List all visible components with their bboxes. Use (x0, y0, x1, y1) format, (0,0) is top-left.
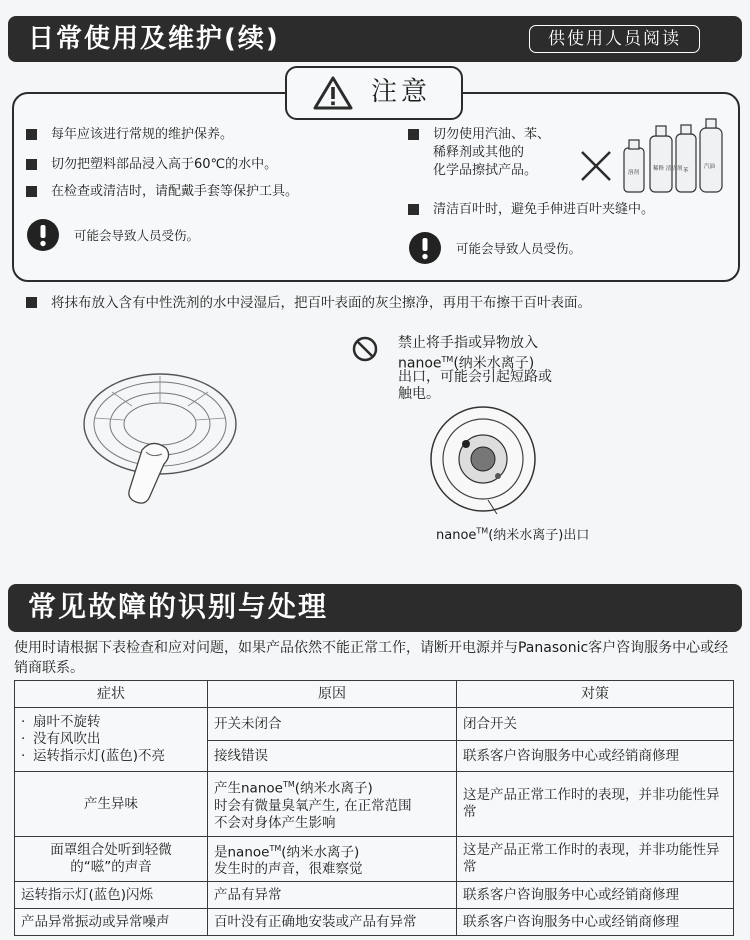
bullet-square (26, 129, 37, 140)
table-row (15, 909, 734, 936)
prohibited-cross-icon (582, 152, 610, 180)
caution-item (408, 201, 654, 219)
caution-item (26, 183, 298, 201)
symptom-cell (15, 708, 208, 772)
solution-cell: 这是产品正常工作时的表现，并非功能性异常 (457, 837, 734, 882)
bullet-square (26, 297, 37, 308)
cause-cell: 接线错误 (208, 741, 457, 772)
prohibition-text: 禁止将手指或异物放入 (398, 335, 538, 351)
solution-cell: 这是产品正常工作时的表现，并非功能性异常 (457, 772, 734, 837)
table-row (15, 837, 734, 882)
caution-item (26, 156, 277, 174)
chemical-bottles-illustration (576, 118, 726, 196)
bullet-square (408, 129, 419, 140)
caution-item-text: 每年应该进行常规的维护保养。 (51, 127, 234, 142)
warning-text: 可能会导致人员受伤。 (456, 241, 582, 256)
ceiling-fan-cleaning-illustration (80, 368, 260, 528)
caution-item-text: 清洁百叶时，避免手伸进百叶夹缝中。 (433, 202, 655, 217)
section-header-maintenance (8, 16, 742, 62)
section-header-troubleshooting (8, 584, 742, 632)
prohibition-text: 出口，可能会引起短路或 (398, 369, 552, 385)
solution-cell: 联系客户咨询服务中心或经销商修理 (457, 882, 734, 909)
prohibited-circle-icon (352, 336, 378, 362)
cause-cell: 产生nanoe™(纳米水离子) 时会有微量臭氧产生, 在正常范围 不会对身体产生影响 (208, 772, 457, 837)
audience-tag: 供使用人员阅读 (529, 25, 700, 53)
symptom-cell: 面罩组合处听到轻微 的“嗞”的声音 (15, 837, 208, 882)
section-title: 常见故障的识别与处理 (28, 590, 329, 623)
warning-triangle-icon (313, 76, 353, 110)
table-row (15, 882, 734, 909)
bottle-label: 稀释 清洁剂 (653, 166, 683, 172)
cleaning-instruction (26, 294, 591, 312)
bullet-square (26, 186, 37, 197)
column-header-solution: 对策 (457, 681, 734, 708)
bottle-label: 溶剂 (628, 170, 640, 176)
table-row (15, 772, 734, 837)
prohibition-text: 触电。 (398, 386, 440, 402)
caution-item-text: 切勿使用汽油、苯、 (433, 127, 551, 142)
symptom-item: · 扇叶不旋转 (21, 714, 201, 731)
injury-warning (408, 231, 581, 265)
table-row (15, 708, 734, 741)
caution-item-text: 切勿把塑料部品浸入高于60℃的水中。 (51, 157, 278, 172)
caution-item-text: 化学品擦拭产品。 (433, 163, 538, 178)
column-header-symptom: 症状 (15, 681, 208, 708)
bottle-label: 汽油 (704, 164, 716, 170)
exclamation-circle-icon (26, 218, 60, 252)
symptom-item: · 运转指示灯(蓝色)不亮 (21, 748, 201, 765)
caution-item (26, 126, 233, 144)
prohibition-text-nanoe: nanoe™(纳米水离子) (398, 355, 535, 372)
cause-cell: 是nanoe™(纳米水离子) 发生时的声音，很难察觉 (208, 837, 457, 882)
cause-cell: 百叶没有正确地安装或产品有异常 (208, 909, 457, 936)
bullet-square (408, 204, 419, 215)
solution-cell: 联系客户咨询服务中心或经销商修理 (457, 741, 734, 772)
symptom-cell: 产生异味 (15, 772, 208, 837)
table-header-row (15, 681, 734, 708)
caution-item-chemicals (408, 126, 550, 180)
caution-item-text: 在检查或清洁时，请配戴手套等保护工具。 (51, 184, 299, 199)
symptom-cell: 产品异常振动或异常噪声 (15, 909, 208, 936)
instruction-text: 将抹布放入含有中性洗剂的水中浸湿后，把百叶表面的灰尘擦净，再用干布擦干百叶表面。 (51, 295, 591, 311)
troubleshooting-table (14, 680, 734, 936)
column-header-cause: 原因 (208, 681, 457, 708)
caution-label: 注意 (371, 77, 432, 107)
troubleshooting-intro: 使用时请根据下表检查和应对问题，如果产品依然不能正常工作，请断开电源并与Panasonic客户咨询服务中心或经销商联系。 (14, 640, 729, 676)
bottle-label: 苯 (683, 168, 689, 174)
caution-item-text: 稀释剂或其他的 (433, 145, 525, 160)
solution-cell: 联系客户咨询服务中心或经销商修理 (457, 909, 734, 936)
symptom-item: · 没有风吹出 (21, 731, 201, 748)
solution-cell: 闭合开关 (457, 708, 734, 741)
cause-cell: 开关未闭合 (208, 708, 457, 741)
nanoe-outlet-illustration (428, 404, 538, 514)
symptom-cell: 运转指示灯(蓝色)闪烁 (15, 882, 208, 909)
exclamation-circle-icon (408, 231, 442, 265)
injury-warning (26, 218, 199, 252)
section-title: 日常使用及维护(续) (28, 24, 280, 54)
cause-cell: 产品有异常 (208, 882, 457, 909)
caution-header (285, 66, 463, 120)
nanoe-outlet-label: nanoe™(纳米水离子)出口 (436, 526, 590, 543)
bullet-square (26, 159, 37, 170)
warning-text: 可能会导致人员受伤。 (74, 228, 200, 243)
